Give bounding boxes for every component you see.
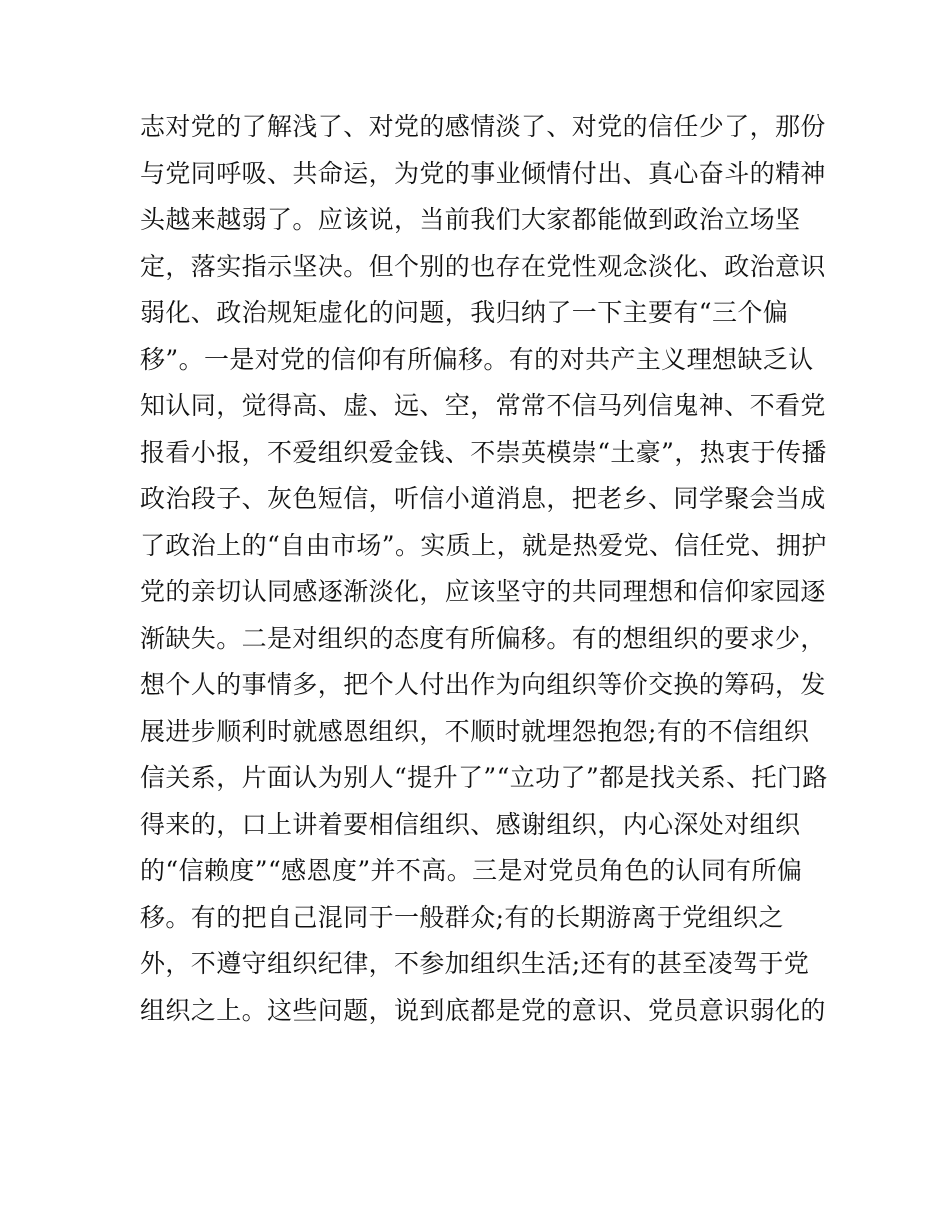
- body-text: [140, 104, 830, 1034]
- text-line: 定，落实指示坚决。但个别的也存在党性观念淡化、政治意识: [140, 251, 826, 281]
- text-line: 知认同，觉得高、虚、远、空，常常不信马列信鬼神、不看党: [140, 391, 826, 420]
- text-line: 移”。一是对党的信仰有所偏移。有的对共产主义理想缺乏认: [140, 344, 814, 374]
- text-line: 党的亲切认同感逐渐淡化，应该坚守的共同理想和信仰家园逐: [140, 577, 826, 606]
- text-line: 与党同呼吸、共命运，为党的事业倾情付出、真心奋斗的精神: [140, 158, 826, 188]
- text-line: 渐缺失。二是对组织的态度有所偏移。有的想组织的要求少，: [140, 623, 826, 653]
- text-line: 信关系，片面认为别人“提升了”“立功了”都是找关系、托门路: [140, 763, 828, 792]
- text-line: 得来的，口上讲着要相信组织、感谢组织，内心深处对组织: [140, 809, 801, 839]
- text-line: 展进步顺利时就感恩组织，不顺时就埋怨抱怨;有的不信组织: [140, 716, 810, 746]
- text-line: 组织之上。这些问题，说到底都是党的意识、党员意识弱化的: [140, 995, 826, 1025]
- text-line: 移。有的把自己混同于一般群众;有的长期游离于党组织之: [140, 902, 784, 932]
- text-line: 了政治上的“自由市场”。实质上，就是热爱党、信任党、拥护: [140, 530, 827, 560]
- text-line: 政治段子、灰色短信，听信小道消息，把老乡、同学聚会当成: [140, 484, 826, 513]
- text-line: 弱化、政治规矩虚化的问题，我归纳了一下主要有“三个偏: [140, 298, 789, 327]
- text-line: 的“信赖度”“感恩度”并不高。三是对党员角色的认同有所偏: [140, 856, 803, 885]
- text-line: 志对党的了解浅了、对党的感情淡了、对党的信任少了，那份: [140, 112, 826, 141]
- text-line: 头越来越弱了。应该说，当前我们大家都能做到政治立场坚: [140, 205, 801, 234]
- text-line: 想个人的事情多，把个人付出作为向组织等价交换的筹码，发: [140, 670, 826, 699]
- text-line: 外，不遵守组织纪律，不参加组织生活;还有的甚至凌驾于党: [140, 949, 810, 978]
- text-line: 报看小报，不爱组织爱金钱、不崇英模崇“土豪”，热衷于传播: [140, 437, 827, 467]
